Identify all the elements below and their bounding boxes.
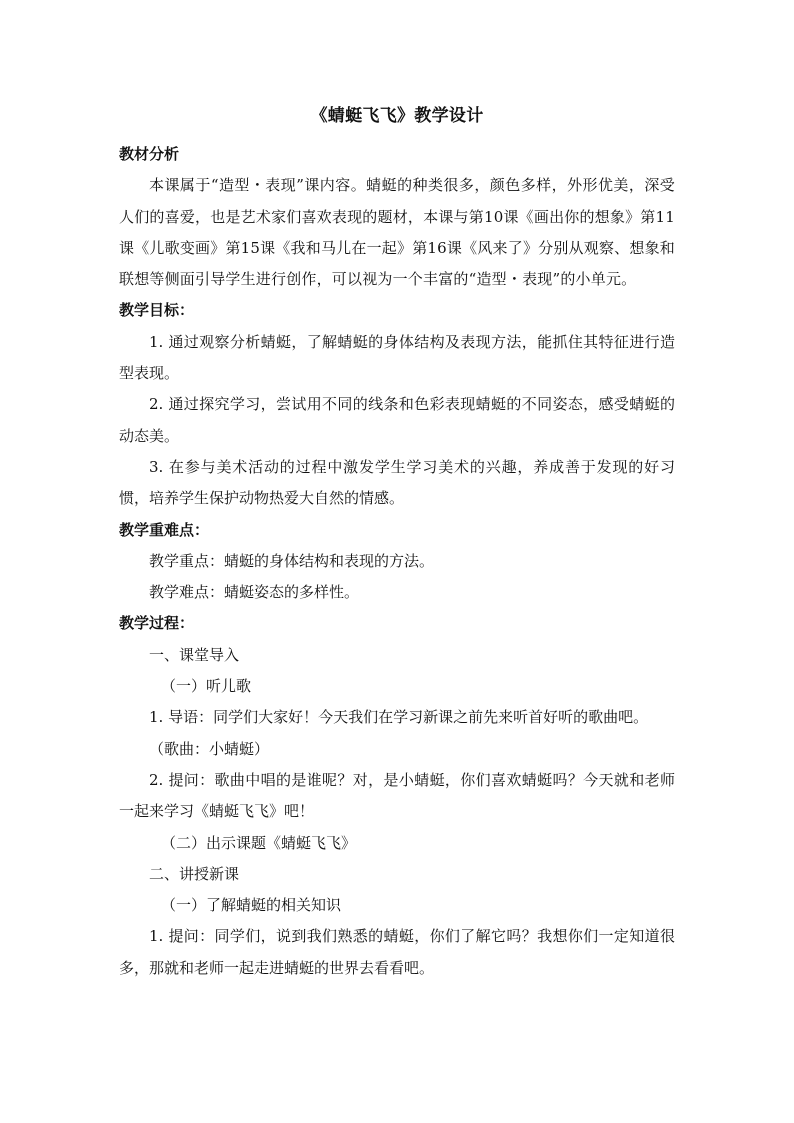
process-part2-sub1: （一）了解蜻蜓的相关知识 [161, 896, 342, 915]
section-heading-analysis: 教材分析 [119, 145, 180, 163]
section-heading-process: 教学过程： [119, 614, 195, 633]
analysis-paragraph: 本课属于“造型・表现”课内容。蜻蜓的种类很多，颜色多样，外形优美，深受人们的喜爱，也是艺术家们喜欢表现的题材，本课与第10课《画出你的想象》第11课《儿歌变画》第15课《我和马儿在一起》第16课《风来了》分别从观察、想象和联想等侧面引导学生进行创作，可以视为一个丰富的“造型・表现”的小单元。 [119, 176, 675, 289]
process-part1-sub1: （一）听儿歌 [161, 677, 252, 696]
goal-item-3: 3. 在参与美术活动的过程中激发学生学习美术的兴趣，养成善于发现的好习惯，培养学生保护动物热爱大自然的情感。 [119, 457, 675, 508]
process-part1-title: 一、课堂导入 [149, 645, 240, 664]
goal-item-1: 1. 通过观察分析蜻蜓，了解蜻蜓的身体结构及表现方法，能抓住其特征进行造型表现。 [119, 332, 675, 383]
process-part1-sub2: （二）出示课题《蜻蜓飞飞》 [161, 833, 357, 852]
document-title: 《蜻蜓飞飞》教学设计 [310, 106, 484, 126]
process-part1-step2: 2. 提问：歌曲中唱的是谁呢？对，是小蜻蜓，你们喜欢蜻蜓吗？今天就和老师一起来学习《蜻蜓飞飞》吧！ [119, 770, 675, 821]
process-part2-title: 二、讲授新课 [149, 864, 240, 883]
section-heading-goals: 教学目标： [119, 301, 195, 320]
section-heading-key-points: 教学重难点： [119, 520, 210, 539]
key-point-focus: 教学重点：蜻蜓的身体结构和表现的方法。 [149, 551, 435, 570]
process-part2-step1: 1. 提问：同学们，说到我们熟悉的蜻蜓，你们了解它吗？我想你们一定知道很多，那就和老师一起走进蜻蜓的世界去看看吧。 [119, 927, 675, 977]
key-point-difficulty: 教学难点：蜻蜓姿态的多样性。 [149, 583, 360, 602]
process-part1-step1-note: （歌曲：小蜻蜓） [149, 739, 270, 758]
document-body [119, 139, 675, 984]
goal-item-2: 2. 通过探究学习，尝试用不同的线条和色彩表现蜻蜓的不同姿态，感受蜻蜓的动态美。 [119, 395, 675, 445]
process-part1-step1: 1. 导语：同学们大家好！今天我们在学习新课之前先来听首好听的歌曲吧。 [149, 708, 649, 727]
